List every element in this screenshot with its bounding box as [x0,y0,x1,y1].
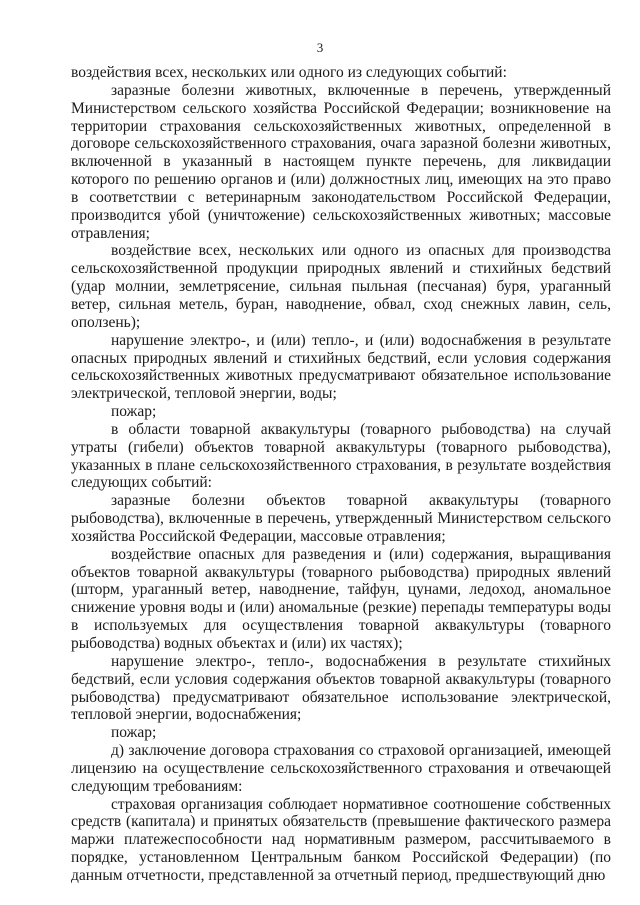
paragraph: воздействие опасных для разведения и (или) содержания, выращивания объектов товарной аквакультуры (товарного рыбоводства) природных явлений (шторм, ураганный ветер, наводнение, тайфун, цунами, ледоход, аномальное снижение уровня воды и (или) аномальные (резкие) перепады температуры воды в используемых для осуществления товарной аквакультуры (товарного рыбоводства) водных объектах и (или) их частях); [71,545,611,652]
paragraph: нарушение электро-, тепло-, водоснабжения в результате стихийных бедствий, если условия содержания объектов товарной аквакультуры (товарного рыбоводства) предусматривают обязательное использование электрической, тепловой энергии, водоснабжения; [71,652,611,724]
paragraph: в области товарной аквакультуры (товарного рыбоводства) на случай утраты (гибели) объектов товарной аквакультуры (товарного рыбоводства), указанных в плане сельскохозяйственного страхования, в результате воздействия следующих событий: [71,420,611,492]
paragraph: заразные болезни животных, включенные в перечень, утвержденный Министерством сельского хозяйства Российской Федерации; возникновение на территории страхования сельскохозяйственных животных, определенной в договоре сельскохозяйственного страхования, очага заразной болезни животных, включенной в указанный в настоящем пункте перечень, для ликвидации которого по решению органов и (или) должностных лиц, имеющих на это право в соответствии с ветеринарным законодательством Российской Федерации, производится убой (уничтожение) сельскохозяйственных животных; массовые отравления; [71,81,611,242]
paragraph: нарушение электро-, и (или) тепло-, и (или) водоснабжения в результате опасных природных явлений и стихийных бедствий, если условия содержания сельскохозяйственных животных предусматривают обязательное использование электрической, тепловой энергии, воды; [71,331,611,403]
page-number: 3 [316,40,324,55]
paragraph: страховая организация соблюдает нормативное соотношение собственных средств (капитала) и принятых обязательств (превышение фактического размера маржи платежеспособности над нормативным размером, рассчитываемого в порядке, установленном Центральным банком Российской Федерации) (по данным отчетности, представленной за отчетный период, предшествующий дню [71,795,611,884]
paragraph: пожар; [111,724,157,742]
paragraph: воздействия всех, нескольких или одного из следующих событий: [71,64,507,81]
paragraph: воздействие всех, нескольких или одного из опасных для производства сельскохозяйственной продукции природных явлений и стихийных бедствий (удар молнии, землетрясение, сильная пыльная (песчаная) буря, ураганный ветер, сильная метель, буран, наводнение, обвал, сход снежных лавин, сель, оползень); [71,242,611,331]
paragraph: заразные болезни объектов товарной аквакультуры (товарного рыбоводства), включенные в перечень, утвержденный Министерством сельского хозяйства Российской Федерации, массовые отравления; [71,492,611,545]
paragraph: пожар; [111,403,157,421]
body-text [71,64,611,885]
paragraph: д) заключение договора страхования со страховой организацией, имеющей лицензию на осуществление сельскохозяйственного страхования и отвечающей следующим требованиям: [71,742,611,795]
